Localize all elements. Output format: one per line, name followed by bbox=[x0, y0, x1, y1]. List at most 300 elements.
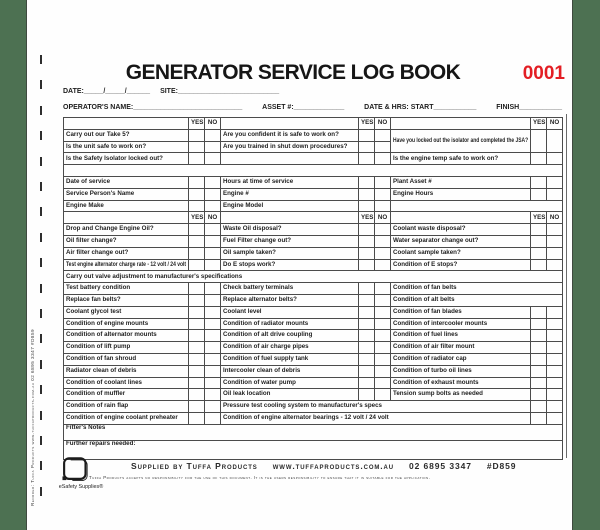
no-column-header bbox=[547, 118, 563, 130]
no-checkbox-cell[interactable] bbox=[547, 129, 563, 153]
table-row bbox=[64, 353, 563, 365]
no-checkbox-cell[interactable] bbox=[375, 200, 391, 212]
yes-checkbox-cell[interactable] bbox=[189, 330, 205, 342]
no-checkbox-cell[interactable] bbox=[205, 259, 221, 271]
yes-checkbox-cell[interactable] bbox=[531, 129, 547, 153]
duplicate-page-edge bbox=[566, 114, 567, 458]
yes-checkbox-cell[interactable] bbox=[531, 377, 547, 389]
table-row bbox=[64, 401, 563, 413]
date-label: DATE: bbox=[63, 88, 84, 95]
yes-checkbox-cell[interactable] bbox=[359, 377, 375, 389]
supplied-by-text: Supplied by Tuffa Products bbox=[131, 461, 258, 471]
yes-checkbox-cell[interactable] bbox=[189, 200, 205, 212]
no-checkbox-cell[interactable] bbox=[547, 377, 563, 389]
finish-blank-field[interactable]: ___________ bbox=[519, 104, 562, 111]
no-checkbox-cell[interactable] bbox=[375, 294, 391, 306]
yes-checkbox-cell[interactable] bbox=[531, 235, 547, 247]
table-row bbox=[64, 118, 563, 130]
no-checkbox-cell[interactable] bbox=[547, 235, 563, 247]
perforation-dash bbox=[40, 487, 42, 496]
no-checkbox-cell[interactable] bbox=[205, 235, 221, 247]
question-cell-text: Oil sample taken? bbox=[223, 248, 276, 256]
question-cell bbox=[391, 129, 531, 153]
question-cell-text: Are you confident it is safe to work on? bbox=[223, 130, 339, 138]
table-row bbox=[64, 318, 563, 330]
yes-checkbox-cell[interactable] bbox=[189, 224, 205, 236]
no-checkbox-cell[interactable] bbox=[205, 353, 221, 365]
no-checkbox-cell[interactable] bbox=[547, 224, 563, 236]
no-checkbox-cell[interactable] bbox=[375, 129, 391, 141]
yes-checkbox-cell[interactable] bbox=[359, 389, 375, 401]
table-row bbox=[64, 294, 563, 306]
yes-checkbox-cell[interactable] bbox=[359, 247, 375, 259]
yes-checkbox-cell[interactable] bbox=[359, 353, 375, 365]
table-row bbox=[64, 342, 563, 354]
yes-checkbox-cell[interactable] bbox=[189, 176, 205, 188]
serial-number: 0001 bbox=[522, 63, 565, 84]
question-cell-text: Condition of fuel supply tank bbox=[223, 355, 309, 363]
section-divider-row bbox=[64, 165, 563, 177]
question-cell-text: Condition of muffler bbox=[66, 390, 126, 398]
question-cell-text: Have you locked out the isolator and completed the JSA? bbox=[393, 136, 529, 144]
yes-checkbox-cell[interactable] bbox=[189, 318, 205, 330]
yes-column-header bbox=[359, 212, 375, 224]
yes-checkbox-cell[interactable] bbox=[359, 318, 375, 330]
no-checkbox-cell[interactable] bbox=[375, 353, 391, 365]
question-cell bbox=[391, 224, 531, 236]
yes-checkbox-cell[interactable] bbox=[531, 389, 547, 401]
header-spacer-cell bbox=[64, 212, 189, 224]
question-cell-text: Condition of intercooler mounts bbox=[393, 319, 488, 327]
question-cell bbox=[391, 176, 531, 188]
table-row bbox=[64, 283, 563, 295]
no-checkbox-cell[interactable] bbox=[205, 153, 221, 165]
date-blank-field[interactable]: _____/_____/______ bbox=[83, 88, 151, 95]
question-cell bbox=[64, 153, 189, 165]
question-cell bbox=[64, 353, 189, 365]
yes-checkbox-cell[interactable] bbox=[359, 330, 375, 342]
yes-checkbox-cell[interactable] bbox=[359, 259, 375, 271]
question-cell bbox=[391, 318, 531, 330]
question-cell-text: Condition of turbo oil lines bbox=[393, 366, 472, 374]
no-checkbox-cell[interactable] bbox=[205, 412, 221, 424]
site-blank-field[interactable]: __________________________ bbox=[177, 88, 280, 95]
no-checkbox-cell[interactable] bbox=[205, 389, 221, 401]
header-spacer-cell bbox=[221, 118, 359, 130]
question-cell-text: Condition of engine mounts bbox=[66, 319, 149, 327]
question-cell-text: Condition of fuel lines bbox=[393, 331, 458, 339]
table-row bbox=[64, 424, 563, 440]
esafety-supplies-logo-icon bbox=[60, 455, 88, 483]
no-checkbox-cell[interactable] bbox=[547, 401, 563, 413]
question-cell bbox=[64, 259, 189, 271]
yes-checkbox-cell[interactable] bbox=[359, 294, 375, 306]
no-checkbox-cell[interactable] bbox=[205, 224, 221, 236]
no-checkbox-cell[interactable] bbox=[375, 141, 391, 153]
question-cell bbox=[64, 401, 189, 413]
question-cell-text: Waste Oil disposal? bbox=[223, 225, 282, 233]
question-cell-text: Condition of air filter mount bbox=[393, 343, 475, 351]
no-checkbox-cell[interactable] bbox=[547, 247, 563, 259]
no-checkbox-cell[interactable] bbox=[375, 176, 391, 188]
yes-column-header-text: YES bbox=[533, 213, 546, 221]
notes-area-text: Fitter's Notes bbox=[66, 424, 106, 431]
no-checkbox-cell[interactable] bbox=[547, 318, 563, 330]
full-width-question-cell bbox=[64, 271, 563, 283]
no-checkbox-cell[interactable] bbox=[375, 330, 391, 342]
yes-column-header-text: YES bbox=[361, 213, 374, 221]
question-cell bbox=[391, 153, 531, 165]
question-cell bbox=[221, 412, 531, 424]
yes-column-header-text: YES bbox=[361, 119, 374, 127]
yes-checkbox-cell[interactable] bbox=[531, 306, 547, 318]
no-checkbox-cell[interactable] bbox=[375, 247, 391, 259]
question-cell-text: Replace fan belts? bbox=[66, 296, 121, 304]
header-spacer-cell bbox=[221, 212, 359, 224]
question-cell-text: Condition of engine alternator bearings - 12 volt / 24 volt bbox=[223, 414, 389, 422]
no-checkbox-cell[interactable] bbox=[205, 342, 221, 354]
yes-checkbox-cell[interactable] bbox=[531, 224, 547, 236]
page-title: GENERATOR SERVICE LOG BOOK bbox=[125, 61, 461, 84]
no-checkbox-cell[interactable] bbox=[205, 401, 221, 413]
no-column-header-text: NO bbox=[549, 119, 560, 127]
question-cell-text: Condition of exhaust mounts bbox=[393, 378, 479, 386]
no-checkbox-cell[interactable] bbox=[205, 318, 221, 330]
perforation-dash bbox=[40, 106, 42, 115]
no-checkbox-cell[interactable] bbox=[375, 365, 391, 377]
operator-name-blank-field[interactable]: ____________________________ bbox=[133, 104, 243, 111]
date-site-line bbox=[63, 88, 562, 95]
question-cell bbox=[64, 318, 189, 330]
yes-checkbox-cell[interactable] bbox=[359, 153, 375, 165]
no-column-header bbox=[205, 212, 221, 224]
yes-checkbox-cell[interactable] bbox=[189, 153, 205, 165]
yes-checkbox-cell[interactable] bbox=[359, 176, 375, 188]
no-column-header bbox=[375, 212, 391, 224]
question-cell bbox=[391, 235, 531, 247]
no-checkbox-cell[interactable] bbox=[547, 342, 563, 354]
yes-checkbox-cell[interactable] bbox=[189, 259, 205, 271]
question-cell-text: Oil filter change? bbox=[66, 237, 117, 245]
header-spacer-cell bbox=[391, 118, 531, 130]
question-cell bbox=[391, 306, 531, 318]
no-column-header bbox=[205, 118, 221, 130]
yes-checkbox-cell[interactable] bbox=[531, 188, 547, 200]
no-checkbox-cell[interactable] bbox=[547, 188, 563, 200]
yes-checkbox-cell[interactable] bbox=[189, 306, 205, 318]
question-cell bbox=[64, 342, 189, 354]
yes-checkbox-cell[interactable] bbox=[189, 353, 205, 365]
yes-checkbox-cell[interactable] bbox=[531, 259, 547, 271]
yes-checkbox-cell[interactable] bbox=[531, 342, 547, 354]
yes-column-header bbox=[531, 212, 547, 224]
table-row bbox=[64, 224, 563, 236]
question-cell-text: Condition of engine coolant preheater bbox=[66, 414, 178, 422]
yes-checkbox-cell[interactable] bbox=[531, 247, 547, 259]
question-cell bbox=[221, 247, 359, 259]
perforation-dash bbox=[40, 207, 42, 216]
no-checkbox-cell[interactable] bbox=[547, 153, 563, 165]
yes-checkbox-cell[interactable] bbox=[531, 176, 547, 188]
no-checkbox-cell[interactable] bbox=[375, 235, 391, 247]
no-checkbox-cell[interactable] bbox=[205, 377, 221, 389]
yes-checkbox-cell[interactable] bbox=[189, 247, 205, 259]
header-spacer-cell bbox=[391, 212, 531, 224]
question-cell bbox=[64, 365, 189, 377]
question-cell bbox=[391, 342, 531, 354]
perforation-dash bbox=[40, 385, 42, 394]
yes-checkbox-cell[interactable] bbox=[359, 200, 375, 212]
yes-checkbox-cell[interactable] bbox=[359, 129, 375, 141]
start-blank-field[interactable]: ___________ bbox=[433, 104, 477, 111]
question-cell-text: Condition of alternator mounts bbox=[66, 331, 157, 339]
yes-checkbox-cell[interactable] bbox=[189, 365, 205, 377]
question-cell bbox=[221, 377, 359, 389]
no-checkbox-cell[interactable] bbox=[547, 176, 563, 188]
no-checkbox-cell[interactable] bbox=[547, 306, 563, 318]
question-cell-text: Condition of fan blades bbox=[393, 307, 462, 315]
no-checkbox-cell[interactable] bbox=[205, 129, 221, 141]
yes-checkbox-cell[interactable] bbox=[359, 342, 375, 354]
notes-area[interactable] bbox=[64, 424, 563, 440]
yes-column-header bbox=[189, 212, 205, 224]
yes-checkbox-cell[interactable] bbox=[189, 235, 205, 247]
question-cell bbox=[221, 129, 359, 141]
yes-checkbox-cell[interactable] bbox=[189, 389, 205, 401]
question-cell-text: Replace alternator belts? bbox=[223, 296, 297, 304]
question-cell-text: Test engine alternator charge rate - 12 volt / 24 volt bbox=[66, 260, 187, 268]
question-cell bbox=[391, 283, 563, 295]
no-checkbox-cell[interactable] bbox=[205, 188, 221, 200]
question-cell-text: Engine Make bbox=[66, 201, 104, 209]
question-cell-text: Engine # bbox=[223, 189, 249, 197]
question-cell bbox=[391, 294, 563, 306]
no-checkbox-cell[interactable] bbox=[205, 247, 221, 259]
perforation-dash bbox=[40, 80, 42, 89]
yes-checkbox-cell[interactable] bbox=[189, 188, 205, 200]
yes-checkbox-cell[interactable] bbox=[189, 283, 205, 295]
yes-checkbox-cell[interactable] bbox=[189, 401, 205, 413]
yes-checkbox-cell[interactable] bbox=[189, 377, 205, 389]
table-row bbox=[64, 389, 563, 401]
table-row bbox=[64, 129, 563, 141]
question-cell-text: Is the unit safe to work on? bbox=[66, 142, 147, 150]
footer-supplier-line bbox=[131, 461, 516, 471]
question-cell-text: Condition of lift pump bbox=[66, 343, 131, 351]
question-cell-text: Condition of air charge pipes bbox=[223, 343, 309, 351]
question-cell bbox=[221, 259, 359, 271]
product-ref-code: #D859 bbox=[486, 461, 517, 471]
perforation-dash bbox=[40, 461, 42, 470]
no-checkbox-cell[interactable] bbox=[375, 224, 391, 236]
no-checkbox-cell[interactable] bbox=[547, 365, 563, 377]
perforation-dash bbox=[40, 334, 42, 343]
question-cell bbox=[221, 318, 359, 330]
no-checkbox-cell[interactable] bbox=[547, 259, 563, 271]
perforation-dash bbox=[40, 157, 42, 166]
yes-column-header-text: YES bbox=[191, 213, 204, 221]
question-cell bbox=[221, 389, 359, 401]
no-checkbox-cell[interactable] bbox=[547, 353, 563, 365]
yes-checkbox-cell[interactable] bbox=[359, 224, 375, 236]
no-checkbox-cell[interactable] bbox=[205, 141, 221, 153]
yes-checkbox-cell[interactable] bbox=[531, 365, 547, 377]
notes-area-text: Further repairs needed: bbox=[66, 440, 136, 447]
table-row bbox=[64, 200, 563, 212]
no-checkbox-cell[interactable] bbox=[375, 306, 391, 318]
question-cell bbox=[221, 235, 359, 247]
table-row bbox=[64, 212, 563, 224]
yes-column-header-text: YES bbox=[533, 119, 546, 127]
no-checkbox-cell[interactable] bbox=[205, 365, 221, 377]
no-checkbox-cell[interactable] bbox=[205, 330, 221, 342]
question-cell bbox=[391, 389, 531, 401]
no-column-header-text: NO bbox=[549, 213, 560, 221]
perforation-dash bbox=[40, 284, 42, 293]
question-cell-text: Condition of E stops? bbox=[393, 260, 458, 268]
no-checkbox-cell[interactable] bbox=[375, 188, 391, 200]
yes-checkbox-cell[interactable] bbox=[359, 283, 375, 295]
question-cell bbox=[391, 200, 563, 212]
footer-disclaimer: Tuffa Products accepts no responsibility for the use of this document. It is the users responsibility to ensure that it is suitable for the application. bbox=[89, 475, 431, 480]
no-checkbox-cell[interactable] bbox=[205, 283, 221, 295]
table-row bbox=[64, 188, 563, 200]
no-checkbox-cell[interactable] bbox=[375, 318, 391, 330]
question-cell bbox=[221, 141, 359, 153]
no-checkbox-cell[interactable] bbox=[547, 412, 563, 424]
yes-checkbox-cell[interactable] bbox=[531, 401, 547, 413]
question-cell-text: Engine Model bbox=[223, 201, 264, 209]
question-cell bbox=[221, 224, 359, 236]
question-cell bbox=[391, 377, 531, 389]
yes-checkbox-cell[interactable] bbox=[189, 294, 205, 306]
esafety-supplies-label: eSafety Supplies® bbox=[58, 484, 104, 490]
yes-column-header bbox=[189, 118, 205, 130]
question-cell-text: Hours at time of service bbox=[223, 178, 294, 186]
no-column-header bbox=[547, 212, 563, 224]
supplier-website-link[interactable]: www.tuffaproducts.com.au bbox=[272, 461, 395, 471]
no-checkbox-cell[interactable] bbox=[375, 377, 391, 389]
question-cell-text: Coolant level bbox=[223, 307, 262, 315]
no-checkbox-cell[interactable] bbox=[547, 330, 563, 342]
question-cell-text: Radiator clean of debris bbox=[66, 366, 137, 374]
reorder-sidebar-text: Reorder: Tuffa Products www.tuffaproducts.com.au 02 6895 3347 #D859 bbox=[30, 328, 35, 506]
no-column-header-text: NO bbox=[207, 119, 218, 127]
yes-checkbox-cell[interactable] bbox=[189, 342, 205, 354]
yes-column-header-text: YES bbox=[191, 119, 204, 127]
table-row bbox=[64, 247, 563, 259]
question-cell bbox=[391, 330, 531, 342]
table-row bbox=[64, 365, 563, 377]
question-cell bbox=[221, 353, 359, 365]
question-cell bbox=[391, 353, 531, 365]
no-checkbox-cell[interactable] bbox=[375, 389, 391, 401]
yes-checkbox-cell[interactable] bbox=[359, 235, 375, 247]
no-checkbox-cell[interactable] bbox=[375, 259, 391, 271]
no-checkbox-cell[interactable] bbox=[205, 294, 221, 306]
question-cell bbox=[221, 200, 359, 212]
no-checkbox-cell[interactable] bbox=[375, 153, 391, 165]
question-cell-text: Date of service bbox=[66, 178, 111, 186]
question-cell-text: Air filter change out? bbox=[66, 248, 129, 256]
question-cell-text: Plant Asset # bbox=[393, 178, 432, 186]
no-checkbox-cell[interactable] bbox=[205, 176, 221, 188]
question-cell bbox=[64, 412, 189, 424]
no-column-header-text: NO bbox=[207, 213, 218, 221]
question-cell bbox=[64, 224, 189, 236]
yes-checkbox-cell[interactable] bbox=[359, 141, 375, 153]
yes-checkbox-cell[interactable] bbox=[189, 141, 205, 153]
question-cell bbox=[64, 306, 189, 318]
log-book-page bbox=[26, 0, 573, 530]
question-cell-text: Coolant glycol test bbox=[66, 307, 122, 315]
question-cell bbox=[64, 330, 189, 342]
question-cell bbox=[391, 259, 531, 271]
question-cell-text: Test battery condition bbox=[66, 284, 131, 292]
no-checkbox-cell[interactable] bbox=[375, 283, 391, 295]
table-row bbox=[64, 271, 563, 283]
question-cell bbox=[64, 247, 189, 259]
question-cell bbox=[391, 247, 531, 259]
question-cell-text: Pressure test cooling system to manufacturer's specs bbox=[223, 402, 382, 410]
yes-checkbox-cell[interactable] bbox=[531, 412, 547, 424]
no-checkbox-cell[interactable] bbox=[547, 389, 563, 401]
yes-checkbox-cell[interactable] bbox=[189, 412, 205, 424]
question-cell bbox=[221, 283, 359, 295]
question-cell bbox=[221, 188, 359, 200]
no-checkbox-cell[interactable] bbox=[205, 200, 221, 212]
yes-checkbox-cell[interactable] bbox=[189, 129, 205, 141]
header-spacer-cell bbox=[64, 118, 189, 130]
table-row bbox=[64, 377, 563, 389]
question-cell bbox=[391, 365, 531, 377]
perforation-dash bbox=[40, 411, 42, 420]
perforation-dash bbox=[40, 436, 42, 445]
question-cell bbox=[64, 188, 189, 200]
yes-checkbox-cell[interactable] bbox=[531, 330, 547, 342]
site-label: SITE: bbox=[160, 88, 178, 95]
notes-area[interactable] bbox=[64, 440, 563, 459]
no-checkbox-cell[interactable] bbox=[375, 342, 391, 354]
service-checklist-table bbox=[63, 117, 563, 460]
question-cell bbox=[64, 283, 189, 295]
table-row bbox=[64, 412, 563, 424]
yes-checkbox-cell[interactable] bbox=[531, 353, 547, 365]
question-cell bbox=[221, 365, 359, 377]
yes-column-header bbox=[359, 118, 375, 130]
perforation-dash bbox=[40, 360, 42, 369]
question-cell bbox=[221, 342, 359, 354]
question-cell-text: Condition of rain flap bbox=[66, 402, 129, 410]
question-cell-text: Condition of alt drive coupling bbox=[223, 331, 313, 339]
question-cell-text: Coolant sample taken? bbox=[393, 248, 461, 256]
yes-checkbox-cell[interactable] bbox=[359, 365, 375, 377]
no-column-header bbox=[375, 118, 391, 130]
question-cell-text: Is the engine temp safe to work on? bbox=[393, 154, 499, 162]
yes-checkbox-cell[interactable] bbox=[531, 318, 547, 330]
no-checkbox-cell[interactable] bbox=[205, 306, 221, 318]
question-cell bbox=[64, 294, 189, 306]
asset-number-blank-field[interactable]: _____________ bbox=[293, 104, 345, 111]
table-row bbox=[64, 259, 563, 271]
question-cell bbox=[64, 389, 189, 401]
yes-checkbox-cell[interactable] bbox=[531, 153, 547, 165]
question-cell-text: Carry out our Take 5? bbox=[66, 130, 130, 138]
table-row bbox=[64, 165, 563, 177]
perforation-dash bbox=[40, 233, 42, 242]
yes-checkbox-cell[interactable] bbox=[359, 188, 375, 200]
yes-checkbox-cell[interactable] bbox=[359, 306, 375, 318]
